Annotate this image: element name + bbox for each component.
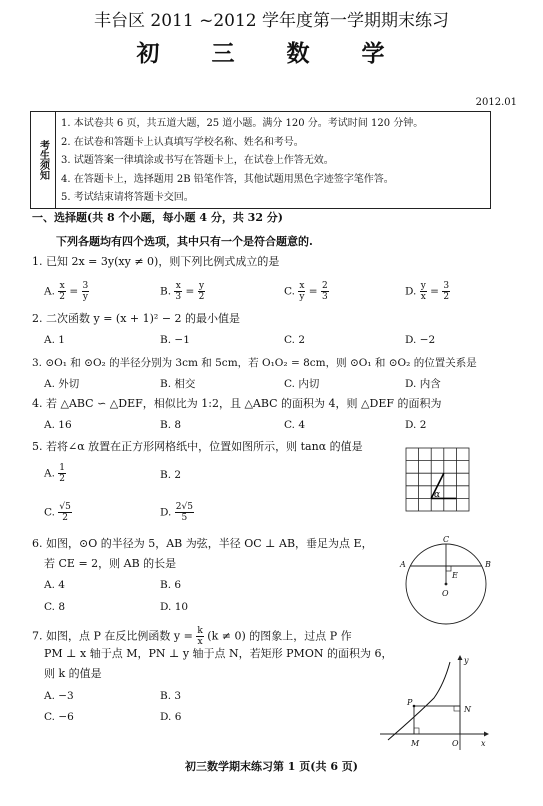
q7-option-d: D. 6 <box>160 711 182 723</box>
q4-stem: 4. 若 △ABC ∽ △DEF，相似比为 1:2，且 △ABC 的面积为 4，则 △DEF 的面积为 <box>32 397 442 410</box>
q2-option-d: D. −2 <box>405 334 436 346</box>
q5-stem: 5. 若将∠α 放置在正方形网格纸中，位置如图所示，则 tanα 的值是 <box>32 440 363 453</box>
q4-option-b: B. 8 <box>160 419 182 431</box>
q6-circle-figure <box>398 534 498 640</box>
q6-option-b: B. 6 <box>160 579 182 591</box>
q4-option-d: D. 2 <box>405 419 427 431</box>
q4-option-a: A. 16 <box>44 419 72 431</box>
q5-option-d: D. $\frac{2√5}{5}$ <box>160 502 193 523</box>
q7-graph-figure <box>378 654 490 752</box>
q5-alpha-label: α <box>434 490 441 500</box>
q6-label-a: A <box>400 560 406 569</box>
q7-stem: 7. 如图，点 P 在反比例函数 y = $\frac{k}{x}$ (k ≠ 0) 的图象上，过点 P 作 <box>32 626 352 647</box>
q7-label-x: x <box>481 739 486 748</box>
q1-option-d: D. $\frac{y}{x}$ = $\frac{3}{2}$ <box>405 281 450 302</box>
q6-label-b: B <box>485 560 491 569</box>
q2-option-a: A. 1 <box>44 334 65 346</box>
q1-option-b: B. $\frac{x}{3}$ = $\frac{y}{2}$ <box>160 281 205 302</box>
q6-option-c: C. 8 <box>44 601 66 613</box>
q3-stem: 3. ⊙O₁ 和 ⊙O₂ 的半径分别为 3cm 和 5cm，若 O₁O₂ = 8cm，则 ⊙O₁ 和 ⊙O₂ 的位置关系是 <box>32 357 477 369</box>
q6-stem-2: 若 CE = 2，则 AB 的长是 <box>44 557 177 570</box>
section-title: 一、选择题(共 8 个小题，每小题 4 分，共 32 分) <box>32 211 284 224</box>
q1-stem: 1. 已知 2x = 3y(xy ≠ 0)，则下列比例式成立的是 <box>32 255 280 268</box>
q7-option-a: A. −3 <box>44 690 74 702</box>
exam-title: 丰台区 2011 ~2012 学年度第一学期期末练习 <box>94 11 449 31</box>
q7-label-p: P <box>407 698 413 707</box>
notice-item: 3. 试题答案一律填涂或书写在答题卡上，在试卷上作答无效。 <box>61 155 334 166</box>
q7-option-b: B. 3 <box>160 690 182 702</box>
q6-label-e: E <box>452 571 458 580</box>
exam-date: 2012.01 <box>475 97 517 108</box>
q5-option-c: C. $\frac{√5}{2}$ <box>44 502 71 523</box>
q1-option-a: A. $\frac{x}{2}$ = $\frac{3}{y}$ <box>44 281 89 302</box>
notice-heading: 考生须知 <box>31 112 56 208</box>
q2-stem: 2. 二次函数 y = (x + 1)² − 2 的最小值是 <box>32 312 241 325</box>
q2-option-c: C. 2 <box>284 334 306 346</box>
q7-label-y: y <box>464 656 469 665</box>
q1-option-c: C. $\frac{x}{y}$ = $\frac{2}{3}$ <box>284 281 328 302</box>
notice-item: 2. 在试卷和答题卡上认真填写学校名称、姓名和考号。 <box>61 136 304 148</box>
q7-stem-2: PM ⊥ x 轴于点 M，PN ⊥ y 轴于点 N，若矩形 PMON 的面积为 6， <box>44 647 393 660</box>
q6-option-a: A. 4 <box>44 579 65 591</box>
q4-option-c: C. 4 <box>284 419 306 431</box>
q6-stem: 6. 如图，⊙O 的半径为 5，AB 为弦，半径 OC ⊥ AB，垂足为点 E， <box>32 537 373 550</box>
subject-title: 初 三 数 学 <box>136 40 407 67</box>
q3-option-d: D. 内含 <box>405 378 441 390</box>
notice-item: 5. 考试结束请将答题卡交回。 <box>61 192 194 203</box>
q5-option-a: A. $\frac{1}{2}$ <box>44 463 65 484</box>
q7-option-c: C. −6 <box>44 711 74 723</box>
section-instruction: 下列各题均有四个选项，其中只有一个是符合题意的. <box>56 235 313 248</box>
notice-item: 1. 本试卷共 6 页，共五道大题，25 道小题。满分 120 分。考试时间 120 分钟。 <box>61 118 424 129</box>
q7-label-m: M <box>411 739 420 748</box>
notice-item: 4. 在答题卡上，选择题用 2B 铅笔作答，其他试题用黑色字迹签字笔作答。 <box>61 173 394 185</box>
q7-stem-3: 则 k 的值是 <box>44 667 102 680</box>
q2-option-b: B. −1 <box>160 334 190 346</box>
page-footer: 初三数学期末练习第 1 页(共 6 页) <box>184 760 359 773</box>
q7-label-n: N <box>464 705 471 714</box>
notice-box <box>30 111 491 209</box>
q5-option-b: B. 2 <box>160 469 182 481</box>
q3-option-c: C. 内切 <box>284 378 320 390</box>
q6-label-c: C <box>443 535 450 544</box>
notice-list <box>61 115 486 208</box>
q3-option-b: B. 相交 <box>160 378 196 390</box>
q7-label-o: O <box>452 739 459 748</box>
q3-option-a: A. 外切 <box>44 378 80 390</box>
q6-option-d: D. 10 <box>160 601 189 613</box>
q6-label-o: O <box>442 589 449 598</box>
q5-grid-figure <box>404 446 472 514</box>
